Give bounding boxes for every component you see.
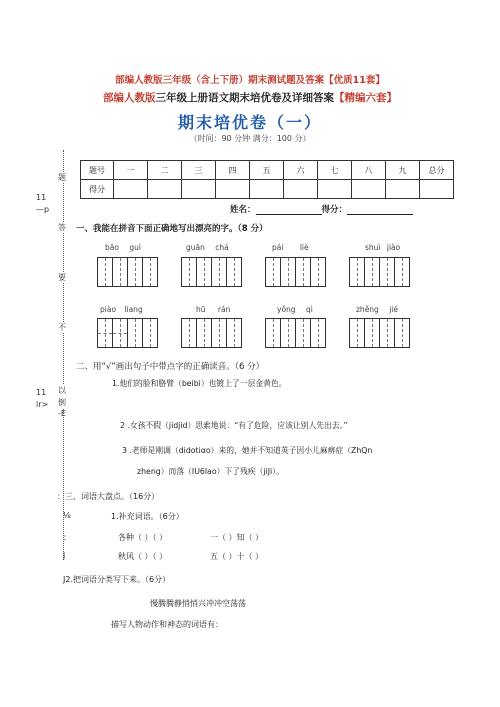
banner2-red: 部编人教版 bbox=[103, 92, 156, 104]
score-header-cell: 八 bbox=[352, 161, 386, 180]
score-value-cell bbox=[250, 180, 284, 199]
question-1: 1.他们的脸和胳臂（beibi）也镀上了一层金黄色。 bbox=[112, 379, 287, 388]
section-3-heading: ：三、词语大盘点。（16分） bbox=[57, 492, 160, 501]
score-row-label: 得分 bbox=[81, 180, 114, 199]
name-label: 姓名： bbox=[230, 205, 256, 215]
score-value-cell bbox=[352, 180, 386, 199]
writing-box-3[interactable] bbox=[265, 257, 326, 287]
score-blank bbox=[347, 204, 413, 215]
fill-word-4: 五（ ）十（ ） bbox=[210, 552, 264, 561]
exam-title: 期末培优卷（一） bbox=[177, 113, 322, 132]
score-header-cell: 五 bbox=[250, 161, 284, 180]
margin-top-number: 11 bbox=[36, 193, 47, 202]
score-table bbox=[80, 160, 454, 199]
banner-line-2 bbox=[0, 90, 500, 105]
pinyin-8: zhěng jié bbox=[356, 305, 399, 314]
margin-char-ti: 题 bbox=[58, 173, 66, 182]
margin-char-yao: 要 bbox=[58, 273, 66, 282]
margin-bottom-mark: lr> bbox=[36, 400, 49, 409]
margin-char-da: 答 bbox=[58, 223, 66, 232]
score-header-cell: 六 bbox=[284, 161, 318, 180]
writing-box-2[interactable] bbox=[181, 257, 242, 287]
score-header-cell: 二 bbox=[148, 161, 182, 180]
name-blank bbox=[256, 204, 322, 215]
score-header-cell: 一 bbox=[114, 161, 148, 180]
section-3-mark-2: ： bbox=[63, 533, 71, 542]
margin-p-mark: —p bbox=[36, 205, 50, 214]
pinyin-2: guān chá bbox=[186, 243, 229, 252]
score-header-cell: 九 bbox=[386, 161, 420, 180]
score-value-cell bbox=[420, 180, 454, 199]
section-1-heading: 一、我能在拼音下面正确地写出漂亮的字。（8 分） bbox=[76, 224, 268, 234]
pinyin-6: hū rán bbox=[196, 305, 231, 314]
score-header-cell: 总分 bbox=[420, 161, 454, 180]
name-score-row bbox=[230, 203, 413, 215]
pinyin-7: yǒng qì bbox=[277, 305, 313, 314]
margin-bottom-number: 11 bbox=[36, 388, 47, 397]
score-label: 得分： bbox=[321, 205, 348, 215]
writing-box-4[interactable] bbox=[349, 257, 410, 287]
score-value-cell bbox=[284, 180, 318, 199]
score-value-row bbox=[81, 180, 454, 199]
banner-line-1: 部编人教版三年级（含上下册）期末测试题及答案【优质11套】 bbox=[115, 75, 385, 86]
describe-prompt: 描写人物动作和神态的词语有： bbox=[111, 620, 223, 629]
score-value-cell bbox=[318, 180, 352, 199]
score-header-cell: 三 bbox=[182, 161, 216, 180]
pinyin-4: shuì jiào bbox=[365, 243, 401, 252]
question-2: 2 .女孩不假（jidjid）思索地说：“有了危险，应该让别人先出去。” bbox=[120, 421, 348, 430]
score-value-cell bbox=[386, 180, 420, 199]
score-value-cell bbox=[216, 180, 250, 199]
section-3-mark-3: j bbox=[63, 551, 66, 560]
exam-subtitle: （时间：90 分钟 满分：100 分） bbox=[189, 134, 311, 143]
score-value-cell bbox=[148, 180, 182, 199]
margin-char-dao: 倒 bbox=[58, 398, 66, 407]
score-value-cell bbox=[114, 180, 148, 199]
score-value-cell bbox=[182, 180, 216, 199]
score-header-cell: 四 bbox=[216, 161, 250, 180]
margin-char-yi: 以 bbox=[58, 386, 66, 395]
word-list: 慢腾腾静悄悄兴冲冲空荡荡 bbox=[150, 599, 246, 608]
writing-box-1[interactable] bbox=[97, 257, 158, 287]
writing-box-5[interactable] bbox=[97, 318, 158, 348]
pinyin-3: pái liè bbox=[272, 243, 309, 252]
score-header-cell: 题号 bbox=[81, 161, 114, 180]
writing-box-7[interactable] bbox=[265, 318, 326, 348]
score-header-row bbox=[81, 161, 454, 180]
writing-box-8[interactable] bbox=[349, 318, 410, 348]
section-3-sub-2: J2.把词语分类写下来。（6分） bbox=[63, 575, 171, 584]
score-header-cell: 七 bbox=[318, 161, 352, 180]
fill-word-1: 各种（ ）（ ） bbox=[118, 533, 168, 542]
fill-word-3: 秋风（ ）（ ） bbox=[118, 552, 168, 561]
section-3-mark-1: ⅛ bbox=[63, 511, 71, 520]
fill-word-2: 一（ ）知（ ） bbox=[210, 533, 264, 542]
banner2-red2: 【精编六套】 bbox=[334, 92, 397, 104]
writing-box-6[interactable] bbox=[181, 318, 242, 348]
section-2-heading: 二、用“√”画出句子中带点字的正确读音。（6 分） bbox=[76, 362, 265, 372]
section-3-sub-1: 1.补充词语。（6分） bbox=[111, 512, 184, 521]
pinyin-1: bāo guì bbox=[105, 243, 141, 252]
margin-char-e: -E bbox=[58, 409, 66, 418]
margin-char-bu: 不 bbox=[58, 323, 66, 332]
question-3-line-2: zheng）而落（IU6lao）下了残疾（jiJi）。 bbox=[137, 467, 284, 476]
pinyin-5: piào liang bbox=[100, 305, 143, 314]
banner2-plain: 三年级上册语文期末培优卷及详细答案 bbox=[155, 92, 334, 104]
question-3-line-1: 3 .老师是刚调（didotiαo）来的，她并不知道英子因小儿麻痹症（ZhQn bbox=[122, 446, 373, 455]
